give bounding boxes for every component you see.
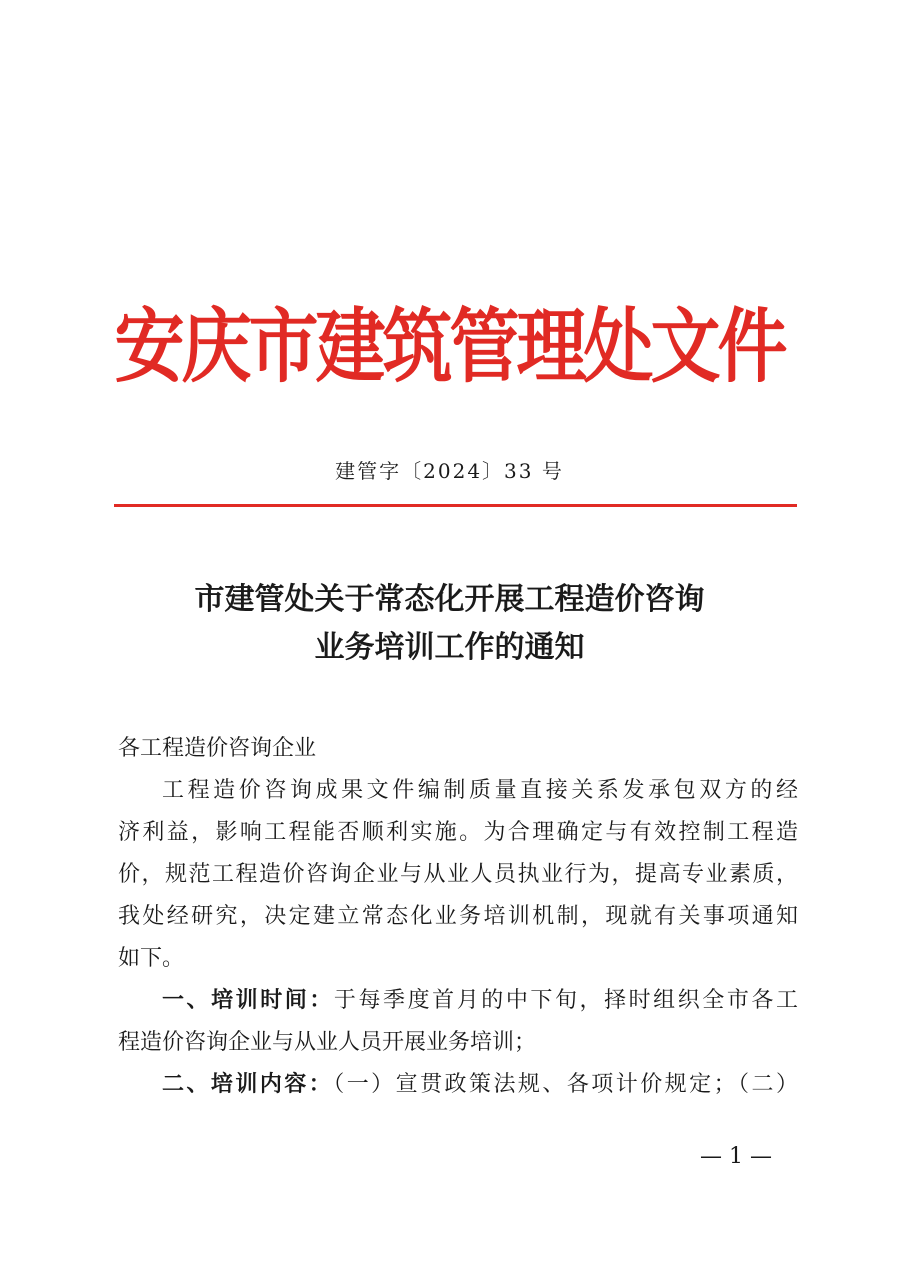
addressee: 各工程造价咨询企业 — [118, 736, 317, 761]
page-number: — 1 — — [700, 1144, 772, 1169]
intro-line: 价，规范工程造价咨询企业与从业人员执业行为，提高专业素质， — [118, 862, 798, 887]
section-1-text: 于每季度首月的中下旬，择时组织全市各工 — [333, 988, 798, 1013]
section-1-line: 程造价咨询企业与从业人员开展业务培训； — [118, 1030, 537, 1055]
document-body — [118, 728, 798, 1106]
intro-line: 工程造价咨询成果文件编制质量直接关系发承包双方的经 — [162, 778, 798, 803]
intro-line: 如下。 — [118, 946, 185, 971]
intro-line: 我处经研究，决定建立常态化业务培训机制，现就有关事项通知 — [118, 904, 798, 929]
document-title-line-1: 市建管处关于常态化开展工程造价咨询 — [194, 582, 705, 617]
section-1-heading: 一、培训时间： — [162, 988, 334, 1013]
section-2-text: （一）宣贯政策法规、各项计价规定；（二） — [333, 1072, 798, 1097]
section-1-line — [118, 980, 798, 1022]
document-number: 建管字〔2024〕33 号 — [335, 459, 564, 483]
masthead: 安庆市建筑管理处文件 — [114, 299, 785, 395]
section-2-heading: 二、培训内容： — [162, 1072, 334, 1097]
section-2-line — [118, 1064, 798, 1106]
document-title — [0, 576, 899, 672]
intro-line: 济利益，影响工程能否顺利实施。为合理确定与有效控制工程造 — [118, 820, 798, 845]
document-title-line-2: 业务培训工作的通知 — [314, 630, 585, 665]
red-divider-line — [114, 504, 797, 507]
